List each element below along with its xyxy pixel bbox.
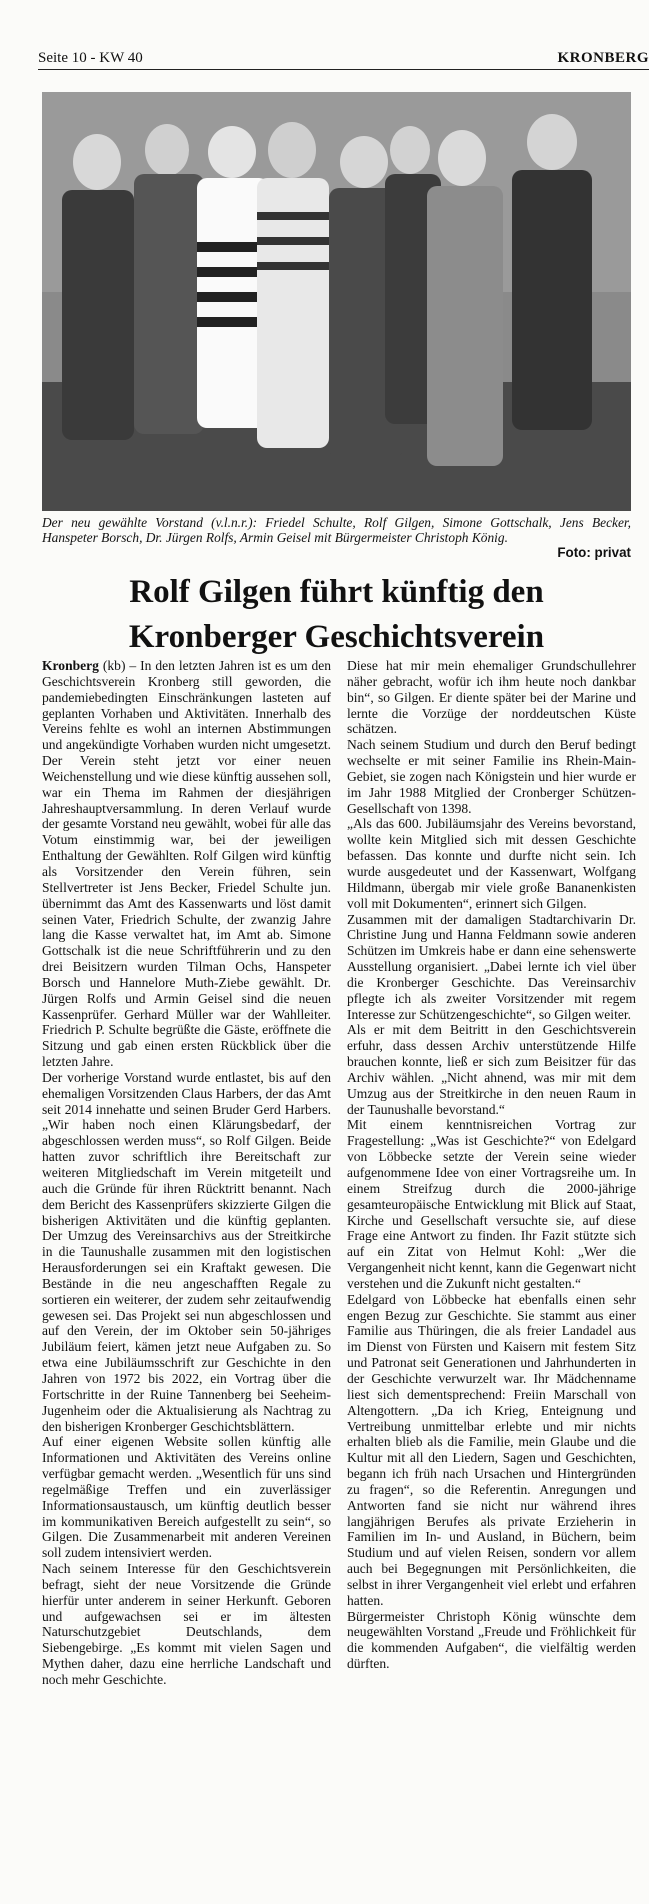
article-column-right	[347, 658, 636, 1672]
group-photo-icon	[42, 92, 631, 511]
article-paragraph: Bürgermeister Christoph König wünschte dem neugewählten Vorstand „Freude und Fröhlichkeit für die kommenden Aufgaben“, die vielfältig werden dürften.	[347, 1608, 636, 1672]
article-paragraph: Als er mit dem Beitritt in den Geschichtsverein erfuhr, dass dessen Archiv unterstützende Hilfe brauchen konnte, ließ er sich zum Beisitzer für das Archiv wählen. „Nicht ahnend, was mir mit dem Umzug aus der Streitkirche in den neuen Raum in der Taunushalle bevorstand.“	[347, 1022, 636, 1117]
headline-line-2: Kronberger Geschichtsverein	[128, 619, 545, 655]
page-label: Seite 10 - KW 40	[38, 50, 143, 66]
article-paragraph: Auf einer eigenen Website sollen künftig alle Informationen und Aktivitäten des Vereins online verfügbar gemacht werden. „Wesentlich für uns sind regelmäßige Treffen und ein zuverlässiger Informationsaustausch, um künftig deutlich besser im kommunikativen Bereich aufgestellt zu sein“, so Gilgen. Die Zusammenarbeit mit anderen Vereinen soll zudem intensiviert werden.	[42, 1434, 331, 1561]
article-paragraph: Mit einem kenntnisreichen Vortrag zur Fragestellung: „Was ist Geschichte?“ von Edelgard von Löbbecke setzte der Verein seine wieder aufgenommene Idee von einer Vortragsreihe um. In einem Streifzug durch die 2000-jährige gesamteuropäische Entwicklung mit Blick auf Staat, Kirche und Gesellschaft versuchte sie, auf diese Frage eine Antwort zu finden. Ihr Fazit stützte sich auf ein Zitat von Helmut Kohl: „Wer die Vergangenheit nicht kennt, kann die Gegenwart nicht verstehen und die Zukunft nicht gestalten.“	[347, 1117, 636, 1291]
article-paragraph: „Als das 600. Jubiläumsjahr des Vereins bevorstand, wollte kein Mitglied sich mit dessen Geschichte befassen. Das konnte und durfte nicht sein. Ich wurde ausgedeutet und der Kassenwart, Wolfgang Hildmann, übergab mir viele große Bananenkisten voll mit Dokumenten“, erinnert sich Gilgen.	[347, 816, 636, 911]
group-photo	[42, 92, 631, 511]
paragraph-text: (kb) – In den letzten Jahren ist es um den Geschichtsverein Kronberg still geworden, die pandemiebedingten Einschränkungen lasteten auf geplanten Vorhaben und Aktivitäten. Innerhalb des Vereins fehlte es wohl an internen Abstimmungen und angekündigte Vorhaben wurden nicht umgesetzt. Der Verein steht jetzt vor einer neuen Weichenstellung und wie diese künftig aussehen soll, war ein Thema im Rahmen der diesjährigen Jahreshauptversammlung. In deren Verlauf wurde der gesamte Vorstand neu gewählt, wobei für alle das Votum einstimmig war, bei der jeweiligen Enthaltung der Gewählten. Rolf Gilgen wird künftig als Vorsitzender den Verein führen, sein Stellvertreter ist Jens Becker, Friedel Schulte jun. übernimmt das Amt des Kassenwarts und löst damit seinen Vater, Friedrich Schulte, der zwanzig Jahre lang die Kasse verwaltet hat, im Amt ab. Simone Gottschalk ist die neue Schriftführerin und zu den drei Beisitzern wurden Tilman Ochs, Hanspeter Borsch und Hannelore Muth-Ziebe gewählt. Dr. Jürgen Rolfs und Armin Geisel sind die neuen Kassenprüfer. Gerhard Müller war der Wahlleiter. Friedrich P. Schulte begrüßte die Gäste, eröffnete die Sitzung und gab einen ersten Rückblick über die letzten Jahre.	[42, 658, 331, 1070]
headline-line-1: Rolf Gilgen führt künftig den	[129, 574, 544, 610]
article-paragraph: Nach seinem Studium und durch den Beruf bedingt wechselte er mit seiner Familie ins Rhein-Main-Gebiet, sie zogen nach Königstein und hier wurde er im Jahr 1988 Mitglied der Cronberger Schützen-Gesellschaft von 1398.	[347, 737, 636, 816]
page-header	[38, 48, 649, 68]
article-paragraph: Zusammen mit der damaligen Stadtarchivarin Dr. Christine Jung und Hanna Feldmann sowie anderen Schützen im Umkreis habe er dann eine sehenswerte Ausstellung organisiert. „Dabei lernte ich viel über die Kronberger Geschichte. Das Vereinsarchiv pflegte ich als zweiter Vorsitzender mit regem Interesse zur Schützengeschichte“, so Gilgen weiter.	[347, 911, 636, 1022]
photo-credit: Foto: privat	[557, 545, 631, 560]
article-headline	[38, 570, 635, 660]
article-column-left	[42, 658, 331, 1688]
publication-name: KRONBERG	[557, 50, 649, 66]
header-rule	[38, 69, 649, 70]
article-paragraph: Nach seinem Interesse für den Geschichtsverein befragt, sieht der neue Vorsitzende die Gründe hierfür unter anderem in seiner Herkunft. Geboren und aufgewachsen sei er im ältesten Naturschutzgebiet Deutschlands, dem Siebengebirge. „Es kommt mit vielen Sagen und Mythen daher, dazu eine herrliche Landschaft und noch mehr Geschichte.	[42, 1561, 331, 1687]
article-paragraph: Edelgard von Löbbecke hat ebenfalls einen sehr engen Bezug zur Geschichte. Sie stammt aus einer Familie aus Thüringen, die als freier Landadel aus im Dienst von Fürsten und Kaisern mit festem Sitz und Patronat seit Generationen und Jahrhunderten in der Geschichte verwurzelt war. Ihr Mädchenname liest sich dementsprechend: Freiin Marschall von Altengottern. „Da ich Krieg, Enteignung und Vertreibung unmittelbar erlebte und mir nichts erhalten blieb als die Familie, mein Glaube und die Kultur mit all den Liedern, Sagen und Geschichten, begann ich früh nach Ursachen und Hintergründen zu fragen“, so die Referentin. Anregungen und Antworten fand sie nicht nur während ihres langjährigen Berufes als private Erzieherin in Familien im In- und Ausland, in Büchern, beim Studium und auf vielen Reisen, sondern vor allem auch bei Begegnungen mit Persönlichkeiten, die selbst in ihrer Vergangenheit viel erlebt und erfahren hatten.	[347, 1291, 636, 1608]
article-paragraph	[42, 658, 331, 1070]
article-paragraph: Der vorherige Vorstand wurde entlastet, bis auf den ehemaligen Vorsitzenden Claus Harbers, der das Amt seit 2014 innehatte und seinen Bruder Gerd Harbers. „Wir haben noch einen Klärungsbedarf, der abgeschlossen werden muss“, so Rolf Gilgen. Beide hatten zuvor schriftlich ihre Bereitschaft zur weiteren Mitgliedschaft im Verein mitgeteilt und auch die Gründe für ihren Rücktritt benannt. Nach dem Bericht des Kassenprüfers skizzierte Gilgen die bisherigen Aktivitäten und die künftig geplanten. Der Umzug des Vereinsarchivs aus der Streitkirche in die Taunushalle zusammen mit den logistischen Herausforderungen sei ein Kraftakt gewesen. Die Bestände in die neu angeschafften Regale zu sortieren ein weiterer, der zudem sehr zeitaufwendig gewesen sei. Das Projekt sei nun abgeschlossen und auf den Verein, der im Oktober sein 50-jähriges Jubiläum feiert, kämen jetzt neue Aufgaben zu. So etwa eine Jubiläumsschrift zur Geschichte in den Jahren von 1972 bis 2022, ein Vortrag über die Fortschritte in der Ruine Tannenberg bei Seeheim-Jugenheim oder die Aktualisierung als Nachtrag zu den bisherigen Kronberger Geschichtsblättern.	[42, 1069, 331, 1434]
dateline: Kronberg	[42, 658, 99, 673]
article-paragraph: Diese hat mir mein ehemaliger Grundschullehrer näher gebracht, wofür ich ihm heute noch dankbar bin“, so Gilgen. Er diente später bei der Marine und lernte die Vorzüge der norddeutschen Küste schätzen.	[347, 658, 636, 737]
photo-caption: Der neu gewählte Vorstand (v.l.n.r.): Friedel Schulte, Rolf Gilgen, Simone Gottschalk, Jens Becker, Hanspeter Borsch, Dr. Jürgen Rolfs, Armin Geisel mit Bürgermeister Christoph König.	[42, 515, 631, 545]
